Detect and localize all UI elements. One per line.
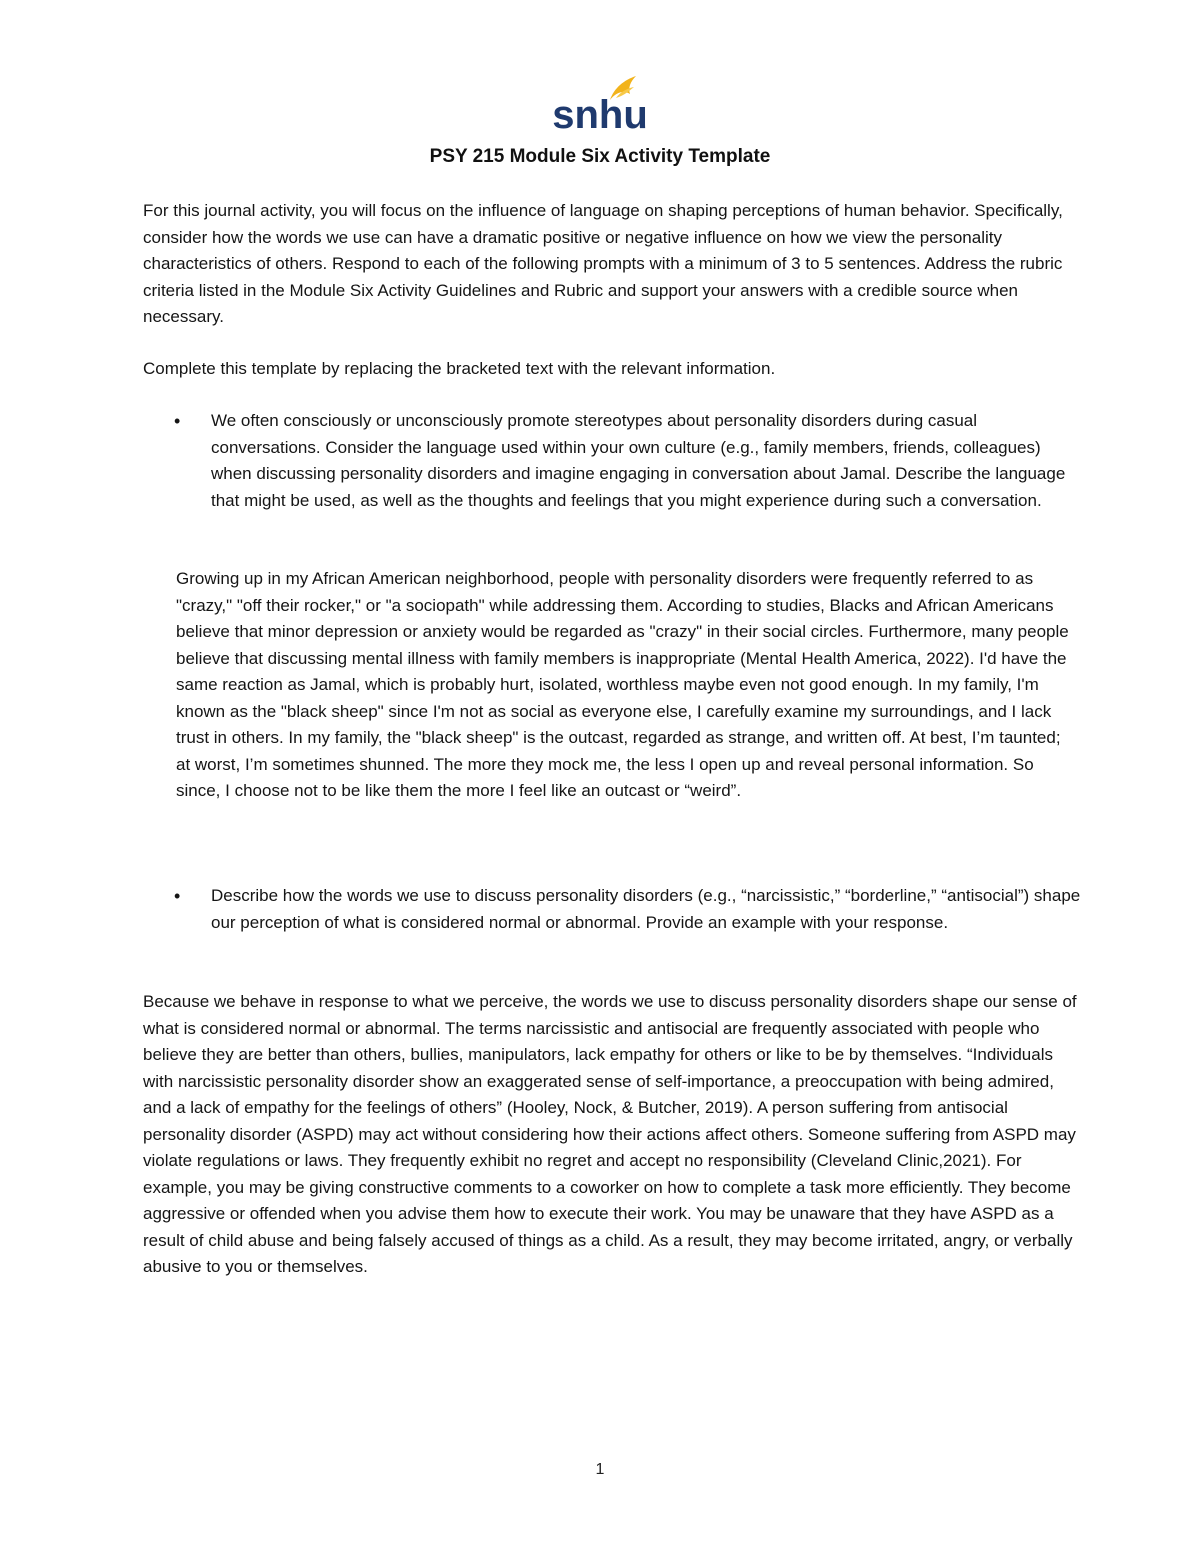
page-number: 1 [595, 1461, 605, 1478]
logo-wordmark: snhu [552, 93, 648, 134]
snhu-flame-logo-icon [550, 72, 650, 134]
answer-1-text: Growing up in my African American neighborhood, people with personality disorders were frequently referred to as "crazy," "off their rocker," or "a sociopath" while addressing them. According to studies, Blacks and African Americans believe that minor depression or anxiety would be regarded as "crazy" in their social circles. Furthermore, many people believe that discussing mental illness with family members is inappropriate (Mental Health America, 2022). I'd have the same reaction as Jamal, which is probably hurt, isolated, worthless maybe even not good enough. In my family, I'm known as the "black sheep" since I'm not as social as everyone else, I carefully examine my surroundings, and I lack trust in others. In my family, the "black sheep" is the outcast, regarded as strange, and written off. At best, I’m taunted; at worst, I’m sometimes shunned. The more they mock me, the less I open up and reveal personal information. So since, I choose not to be like them the more I feel like an outcast or “weird”. [176, 569, 1069, 800]
complete-instruction: Complete this template by replacing the bracketed text with the relevant information. [143, 359, 776, 378]
snhu-logo [550, 72, 650, 134]
bullet-marker: • [174, 411, 181, 431]
bullet-marker: • [174, 886, 181, 906]
page-title: PSY 215 Module Six Activity Template [429, 146, 771, 167]
answer-2-text: Because we behave in response to what we perceive, the words we use to discuss personality disorders shape our sense of what is considered normal or abnormal. The terms narcissistic and antisocial are frequently associated with people who believe they are better than others, bullies, manipulators, lack empathy for others or like to be by themselves. “Individuals with narcissistic personality disorder show an exaggerated sense of self-importance, a preoccupation with being admired, and a lack of empathy for the feelings of others” (Hooley, Nock, & Butcher, 2019). A person suffering from antisocial personality disorder (ASPD) may act without considering how their actions affect others. Someone suffering from ASPD may violate regulations or laws. They frequently exhibit no regret and accept no responsibility (Cleveland Clinic,2021). For example, you may be giving constructive comments to a coworker on how to complete a task more efficiently. They become aggressive or offended when you advise them how to execute their work. You may be unaware that they have ASPD as a result of child abuse and being falsely accused of things as a child. As a result, they may become irritated, angry, or verbally abusive to you or themselves. [143, 992, 1077, 1276]
prompt-1-text: We often consciously or unconsciously promote stereotypes about personality disorders during casual conversations. Consider the language used within your own culture (e.g., family members, friends, colleagues) when discussing personality disorders and imagine engaging in conversation about Jamal. Describe the language that might be used, as well as the thoughts and feelings that you might experience during such a conversation. [211, 411, 1066, 510]
prompt-2-text: Describe how the words we use to discuss personality disorders (e.g., “narcissistic,” “borderline,” “antisocial”) shape our perception of what is considered normal or abnormal. Provide an example with your response. [211, 886, 1081, 932]
intro-paragraph: For this journal activity, you will focus on the influence of language on shaping perceptions of human behavior. Specifically, consider how the words we use can have a dramatic positive or negative influence on how we view the personality characteristics of others. Respond to each of the following prompts with a minimum of 3 to 5 sentences. Address the rubric criteria listed in the Module Six Activity Guidelines and Rubric and support your answers with a credible source when necessary. [143, 201, 1063, 326]
